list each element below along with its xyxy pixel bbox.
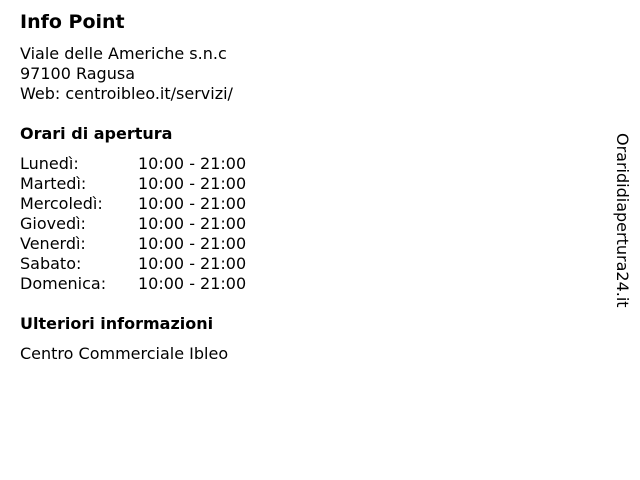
page-title: Info Point [20, 11, 125, 33]
time-range: 10:00 - 21:00 [138, 174, 247, 193]
hours-row-sunday [20, 274, 246, 294]
day-label: Martedì: [20, 174, 87, 193]
time-range: 10:00 - 21:00 [138, 214, 247, 233]
address-city: 97100 Ragusa [20, 64, 135, 83]
hours-row-tuesday [20, 174, 246, 194]
day-label: Venerdì: [20, 234, 86, 253]
time-range: 10:00 - 21:00 [138, 274, 247, 293]
further-info-text: Centro Commerciale Ibleo [20, 344, 229, 363]
address-street: Viale delle Americhe s.n.c [20, 44, 227, 63]
day-label: Mercoledì: [20, 194, 103, 213]
opening-hours-table [20, 154, 246, 294]
address-web: Web: centroibleo.it/servizi/ [20, 84, 233, 103]
hours-row-wednesday [20, 194, 246, 214]
further-info-heading: Ulteriori informazioni [20, 314, 214, 333]
day-label: Lunedì: [20, 154, 79, 173]
opening-hours-heading: Orari di apertura [20, 124, 173, 143]
time-range: 10:00 - 21:00 [138, 234, 247, 253]
day-label: Domenica: [20, 274, 107, 293]
time-range: 10:00 - 21:00 [138, 254, 247, 273]
hours-row-monday [20, 154, 246, 174]
time-range: 10:00 - 21:00 [138, 194, 247, 213]
address-block [20, 44, 233, 104]
time-range: 10:00 - 21:00 [138, 154, 247, 173]
day-label: Giovedì: [20, 214, 86, 233]
day-label: Sabato: [20, 254, 82, 273]
site-watermark: Orarididiapertura24.it [613, 133, 632, 308]
hours-row-thursday [20, 214, 246, 234]
hours-row-friday [20, 234, 246, 254]
hours-row-saturday [20, 254, 246, 274]
